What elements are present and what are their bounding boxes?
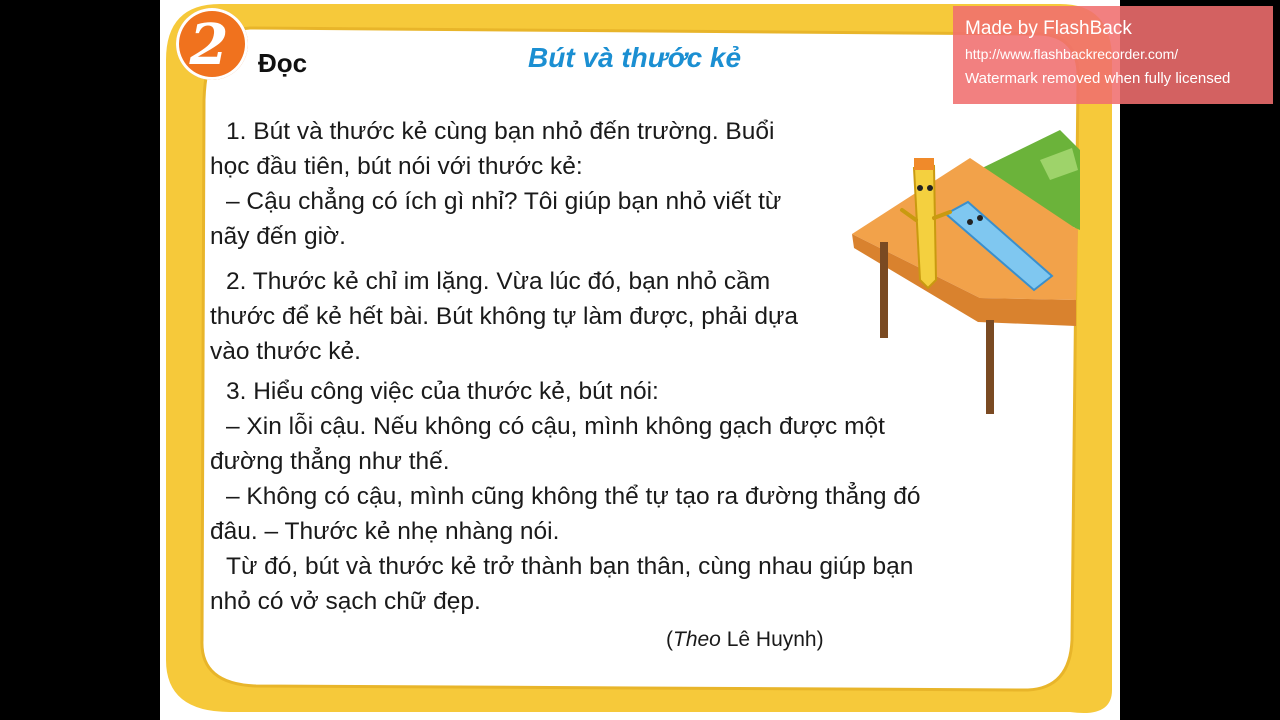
- credit-source: Theo: [673, 628, 721, 651]
- text-line: nãy đến giờ.: [210, 223, 346, 250]
- section-label: Đọc: [258, 48, 308, 78]
- text-line: 1. Bút và thước kẻ cùng bạn nhỏ đến trường. Buổi: [226, 118, 775, 145]
- watermark-banner: [953, 6, 1273, 104]
- lesson-slide: [160, 0, 1120, 720]
- text-line: – Không có cậu, mình cũng không thể tự tạo ra đường thẳng đó: [226, 483, 921, 510]
- text-line: nhỏ có vở sạch chữ đẹp.: [210, 588, 481, 615]
- watermark-title: Made by FlashBack: [965, 18, 1132, 39]
- text-line: 2. Thước kẻ chỉ im lặng. Vừa lúc đó, bạn nhỏ cầm: [226, 268, 771, 295]
- lesson-number: 2: [189, 12, 229, 78]
- text-line: – Xin lỗi cậu. Nếu không có cậu, mình không gạch được một: [226, 413, 885, 440]
- text-line: đâu. – Thước kẻ nhẹ nhàng nói.: [210, 518, 560, 545]
- text-line: học đầu tiên, bút nói với thước kẻ:: [210, 153, 583, 180]
- credit-open: (: [666, 628, 673, 651]
- paragraph-2: [210, 264, 838, 369]
- text-line: Từ đó, bút và thước kẻ trở thành bạn thân, cùng nhau giúp bạn: [226, 553, 914, 580]
- text-line: đường thẳng như thế.: [210, 448, 450, 475]
- watermark-note: Watermark removed when fully licensed: [965, 70, 1231, 87]
- source-credit: [666, 628, 824, 652]
- credit-author: Lê Huynh): [720, 628, 824, 651]
- lesson-number-badge: [176, 8, 248, 80]
- text-line: thước để kẻ hết bài. Bút không tự làm được, phải dựa: [210, 303, 799, 330]
- paragraph-1: [210, 114, 838, 254]
- lesson-title: Bút và thước kẻ: [528, 42, 742, 73]
- text-line: vào thước kẻ.: [210, 338, 361, 365]
- watermark-url: http://www.flashbackrecorder.com/: [965, 46, 1179, 62]
- pencil-ruler-illustration: [850, 130, 1080, 420]
- text-line: – Cậu chẳng có ích gì nhỉ? Tôi giúp bạn nhỏ viết từ: [226, 188, 782, 215]
- text-line: 3. Hiểu công việc của thước kẻ, bút nói:: [226, 378, 659, 405]
